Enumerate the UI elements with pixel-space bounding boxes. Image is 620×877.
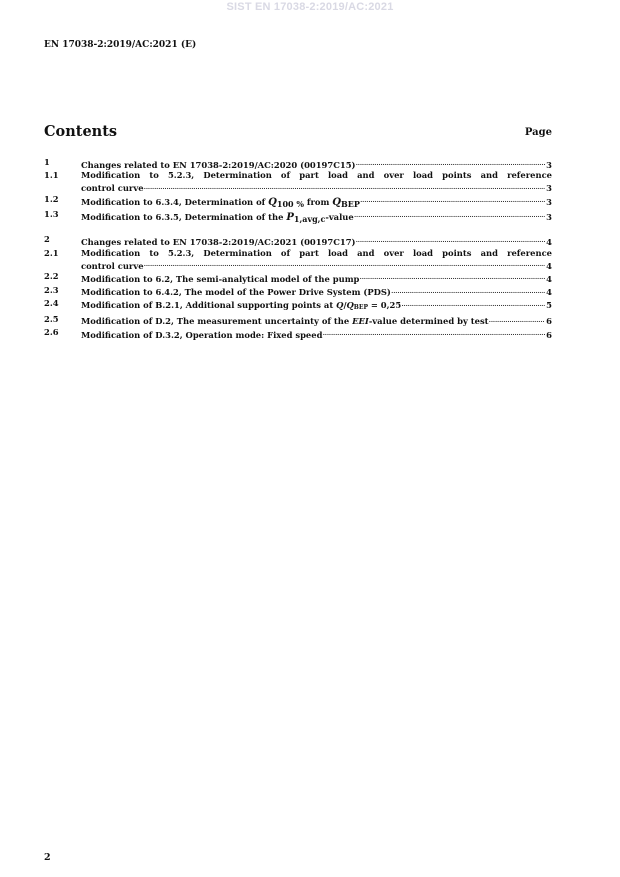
- toc-number: 1.1: [44, 170, 59, 181]
- dot-leader: [144, 258, 546, 271]
- toc-page-number: 3: [546, 211, 552, 222]
- toc-entry-2-4[interactable]: [44, 298, 552, 314]
- toc-title-line1: Modification to 5.2.3, Determination of part load and over load points and reference: [81, 170, 552, 181]
- toc-title: Modification to 6.3.4, Determination of $Q_{100 \%}$ from $Q_{BEP}$: [81, 196, 360, 209]
- toc-title: Modification to 6.3.5, Determination of the $P_{1,avg,c}$-value: [81, 211, 354, 224]
- dot-leader: [322, 327, 545, 340]
- toc-entry-2-2[interactable]: [44, 271, 552, 284]
- toc-page-number: 5: [546, 300, 552, 311]
- page-column-label: Page: [524, 127, 552, 138]
- table-of-contents: [44, 157, 552, 340]
- dot-leader: [356, 234, 546, 247]
- toc-number: 2.6: [44, 327, 59, 338]
- toc-title: Changes related to EN 17038-2:2019/AC:2021 (00197C17): [81, 236, 356, 247]
- toc-entry-2-3[interactable]: [44, 285, 552, 298]
- toc-number: 2.1: [44, 247, 59, 258]
- toc-entry-2-5[interactable]: [44, 314, 552, 327]
- dot-leader: [356, 157, 546, 170]
- contents-title: Contents: [44, 123, 118, 140]
- toc-entry-1-3[interactable]: [44, 209, 552, 224]
- toc-page-number: 6: [546, 316, 552, 327]
- toc-entry-1-2[interactable]: [44, 194, 552, 209]
- dot-leader: [360, 194, 545, 207]
- toc-number: 2: [44, 234, 50, 245]
- toc-entry-2-6[interactable]: [44, 327, 552, 340]
- toc-page-number: 4: [546, 273, 552, 284]
- toc-title-line2: control curve: [81, 260, 144, 271]
- toc-page-number: 4: [546, 260, 552, 271]
- toc-number: 1: [44, 157, 50, 167]
- toc-title: Modification to 6.2, The semi-analytical model of the pump: [81, 273, 360, 284]
- toc-number: 2.3: [44, 284, 59, 295]
- document-identifier: EN 17038-2:2019/AC:2021 (E): [44, 40, 197, 50]
- toc-entry-2-1[interactable]: [44, 248, 552, 272]
- toc-number: 2.2: [44, 271, 59, 282]
- dot-leader: [144, 181, 546, 194]
- toc-number: 2.4: [44, 297, 59, 308]
- toc-page-number: 4: [546, 236, 552, 247]
- toc-page-number: 4: [546, 287, 552, 298]
- dot-leader: [489, 314, 546, 327]
- toc-title: Changes related to EN 17038-2:2019/AC:2020 (00197C15): [81, 159, 356, 170]
- dot-leader: [401, 298, 545, 311]
- dot-leader: [354, 209, 545, 222]
- toc-number: 1.3: [44, 209, 59, 220]
- dot-leader: [391, 285, 545, 298]
- toc-page-number: 6: [546, 329, 552, 340]
- toc-page-number: 3: [546, 183, 552, 194]
- toc-entry-2[interactable]: [44, 234, 552, 247]
- footer-page-number: 2: [44, 852, 51, 863]
- watermark: SIST EN 17038-2:2019/AC:2021: [226, 1, 394, 13]
- toc-entry-1[interactable]: [44, 157, 552, 170]
- toc-title-line1: Modification to 5.2.3, Determination of part load and over load points and reference: [81, 247, 552, 258]
- toc-number: 2.5: [44, 313, 59, 324]
- toc-page-number: 3: [546, 159, 552, 170]
- toc-title-line2: control curve: [81, 183, 144, 194]
- toc-title: Modification of D.3.2, Operation mode: Fixed speed: [81, 329, 323, 340]
- toc-entry-1-1[interactable]: [44, 170, 552, 194]
- dot-leader: [359, 271, 545, 284]
- toc-number: 1.2: [44, 193, 59, 204]
- toc-title: Modification to 6.4.2, The model of the Power Drive System (PDS): [81, 287, 391, 298]
- toc-title: Modification of B.2.1, Additional supporting points at $Q/Q_{BEP} = 0,25$: [81, 300, 402, 312]
- toc-page-number: 3: [546, 196, 552, 207]
- toc-title: Modification of D.2, The measurement uncertainty of the EEI-value determined by test: [81, 316, 489, 327]
